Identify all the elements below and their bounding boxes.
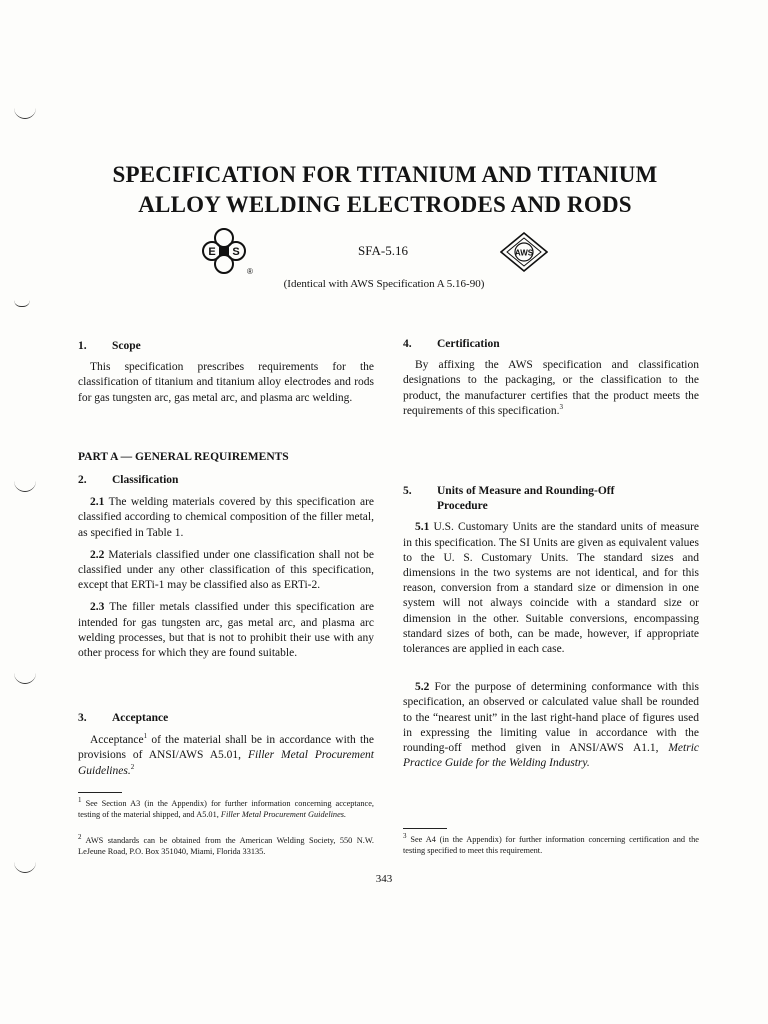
section-scope xyxy=(78,339,374,406)
footnote-text: See Section A3 (in the Appendix) for further information concerning acceptance, testing of the material shipped, and A5.01, xyxy=(78,799,374,819)
section-units xyxy=(403,484,699,771)
page-number: 343 xyxy=(375,873,393,885)
scope-paragraph: This specification prescribes requirements for the classification of titanium and titanium alloy electrodes and rods for gas tungsten arc, gas metal arc, and plasma arc welding. xyxy=(78,361,374,404)
section-heading xyxy=(78,473,374,488)
subsection-number: 5.1 xyxy=(415,521,430,534)
section-number: 4. xyxy=(403,338,412,350)
scan-mark xyxy=(14,108,36,119)
italic-title: Metric Practice Guide for the Welding Industry. xyxy=(403,742,699,770)
subsection-number: 2.3 xyxy=(90,601,105,614)
section-heading xyxy=(403,484,699,514)
registered-mark: ® xyxy=(247,267,253,276)
aws-diamond-icon xyxy=(500,232,548,272)
italic-title: Filler Metal Procurement Guidelines. xyxy=(78,749,375,777)
scan-mark xyxy=(14,481,36,492)
section-classification xyxy=(78,473,374,661)
footnote-rule xyxy=(78,792,122,793)
footnote-mark: 2 xyxy=(78,833,82,842)
acceptance-paragraph xyxy=(78,733,374,779)
section-heading xyxy=(78,339,374,354)
scan-mark xyxy=(14,300,30,307)
section-title: Scope xyxy=(112,340,141,352)
paragraph-2-3 xyxy=(78,600,374,661)
subsection-number: 2.2 xyxy=(90,548,105,561)
section-number: 2. xyxy=(78,474,87,486)
paragraph-text: of the material shall be in accordance with the provisions of ANSI/AWS A5.01, xyxy=(78,734,374,762)
paragraph-text: U.S. Customary Units are the standard units of measure in this specification. The SI Units are given as equivalent values to the U. S. Customary Units. The standard sizes and dimensions in the two systems are not identical, and for this reason, conversion from a standard size or dimension in one system will not always coincide with a standard size or dimension in the other. Suitable conversions, encompassing standard sizes of both, can be made, however, if appropriate tolerances are applied in each case. xyxy=(403,521,699,656)
spec-number: SFA-5.16 xyxy=(358,243,408,258)
section-acceptance xyxy=(78,711,374,779)
section-certification xyxy=(403,337,699,419)
subsection-number: 2.1 xyxy=(90,496,105,509)
certification-paragraph xyxy=(403,358,699,419)
section-heading xyxy=(78,711,374,726)
section-number: 5. xyxy=(403,485,412,497)
footnote-italic: Filler Metal Procurement Guidelines. xyxy=(220,810,347,819)
section-heading xyxy=(403,337,699,352)
paragraph-text: The welding materials covered by this specification are classified according to chemical composition of the filler metal, as specified in Table 1. xyxy=(78,496,375,539)
subsection-number: 5.2 xyxy=(415,681,430,694)
paragraph-2-1 xyxy=(78,495,374,541)
footnote-ref: 3 xyxy=(559,402,563,411)
section-number: 1. xyxy=(78,340,87,352)
paragraph-text: Acceptance xyxy=(90,734,144,747)
footnote-rule xyxy=(403,828,447,829)
section-number: 3. xyxy=(78,712,87,724)
aws-letters: AWS xyxy=(514,248,534,258)
identical-note: (Identical with AWS Specification A 5.16-90) xyxy=(283,278,485,290)
paragraph-2-2 xyxy=(78,548,374,594)
paragraph-text: By affixing the AWS specification and classification designations to the packaging, or the classification to the product, the manufacturer certifies that the product meets the requirements of this specification. xyxy=(403,359,699,417)
footnote-1 xyxy=(78,798,374,820)
section-title: Acceptance xyxy=(112,712,169,724)
seal-letter-e: E xyxy=(208,246,216,258)
footnote-ref: 2 xyxy=(130,762,135,771)
scan-mark xyxy=(14,673,36,684)
part-heading: PART A — GENERAL REQUIREMENTS xyxy=(78,451,289,463)
footnote-text: See A4 (in the Appendix) for further information concerning certification and the testing specified to meet this requirement. xyxy=(403,835,699,855)
asme-seal-icon xyxy=(198,226,258,276)
section-title: Certification xyxy=(437,338,500,350)
paragraph-text: For the purpose of determining conformance with this specification, an observed or calculated value shall be rounded to the “nearest unit” in the last right-hand place of figures used in expressing the limiting value in accordance with the rounding-off method given in ANSI/AWS A1.1, xyxy=(403,681,699,755)
scan-mark xyxy=(14,862,36,873)
footnote-text: AWS standards can be obtained from the American Welding Society, 550 N.W. LeJeune Road, P.O. Box 351040, Miami, Florida 33135. xyxy=(78,836,374,856)
document-title xyxy=(60,160,710,220)
footnote-ref: 1 xyxy=(143,732,148,741)
title-line-2: ALLOY WELDING ELECTRODES AND RODS xyxy=(138,192,632,217)
seal-letter-s: S xyxy=(232,246,240,258)
paragraph-5-1 xyxy=(403,520,699,657)
footnote-mark: 3 xyxy=(403,832,407,841)
title-line-1: SPECIFICATION FOR TITANIUM AND TITANIUM xyxy=(112,162,658,187)
footnote-3 xyxy=(403,834,699,856)
paragraph-text: Materials classified under one classification shall not be classified under any other classification of this specification, except that ERTi-1 may be classified also as ERTi-2. xyxy=(78,548,375,592)
section-title: Units of Measure and Rounding-Off Procedure xyxy=(437,485,615,513)
paragraph-5-2 xyxy=(403,680,699,771)
footnote-mark: 1 xyxy=(78,796,82,805)
paragraph-text: The filler metals classified under this specification are intended for gas tungsten arc, gas metal arc, and plasma arc welding processes, but that is not to prohibit their use with any other process for which they are found suitable. xyxy=(78,601,375,660)
footnote-2 xyxy=(78,835,374,857)
section-title: Classification xyxy=(112,474,179,486)
part-a-heading xyxy=(78,450,374,465)
